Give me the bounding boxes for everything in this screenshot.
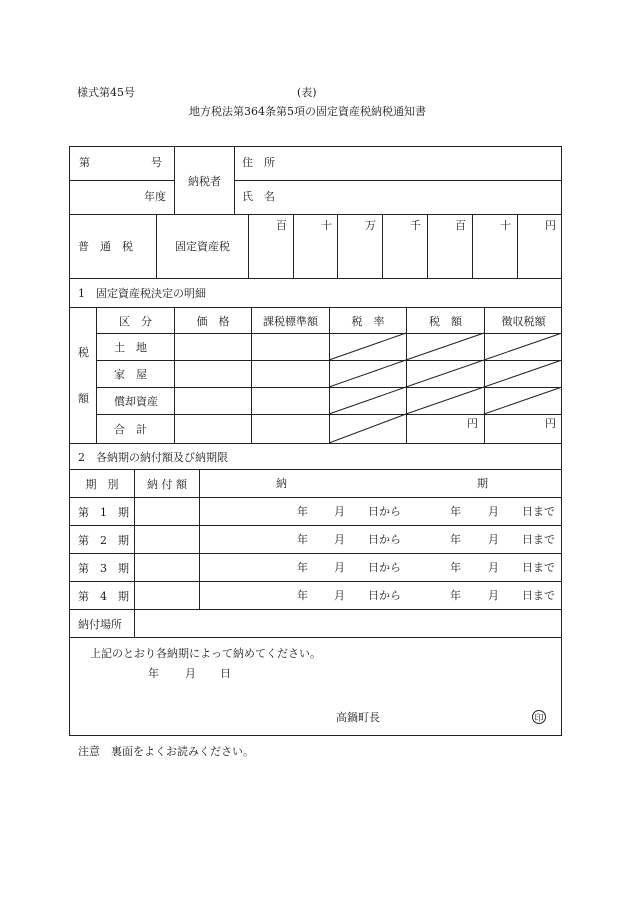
form-number: 様式第45号 [77, 86, 135, 99]
digit-unit: 十 [321, 219, 332, 232]
dai-label: 第 [79, 156, 90, 169]
yen-label: 円 [545, 417, 556, 430]
row-label: 合 計 [114, 423, 147, 436]
rule [69, 525, 562, 526]
rule [69, 581, 562, 582]
date-from-day: 日から [368, 589, 401, 602]
digit-unit: 千 [410, 219, 421, 232]
column-header: 課税標準額 [263, 314, 318, 328]
column-header: 税 率 [351, 314, 385, 328]
date-from-day: 日から [368, 533, 401, 546]
date-from-year: 年 [297, 589, 308, 602]
section2-heading: 2 各納期の納付額及び納期限 [78, 450, 228, 464]
col-deadline-part2: 期 [477, 477, 488, 490]
gaku-label: 額 [78, 392, 89, 405]
payment-place-label: 納付場所 [78, 617, 122, 631]
yen-label: 円 [467, 417, 478, 430]
period-label: 第 4 期 [78, 589, 129, 603]
date-from-month: 月 [334, 505, 345, 518]
date-to-year: 年 [450, 561, 461, 574]
date-from-month: 月 [334, 533, 345, 546]
date-to-day: 日まで [522, 505, 555, 518]
digit-unit: 百 [455, 219, 466, 232]
rule [69, 609, 562, 610]
nendo-label: 年度 [144, 190, 166, 203]
date-to-year: 年 [450, 589, 461, 602]
col-deadline-part1: 納 [276, 477, 287, 490]
document-title: 地方税法第364条第5項の固定資産税納税通知書 [189, 105, 426, 118]
date-from-year: 年 [297, 505, 308, 518]
period-label: 第 3 期 [78, 561, 129, 575]
issue-year: 年 [148, 667, 159, 680]
column-header: 区 分 [119, 314, 152, 328]
date-to-day: 日まで [522, 589, 555, 602]
date-from-month: 月 [334, 561, 345, 574]
official-seal: 印 [532, 710, 546, 724]
date-to-month: 月 [488, 533, 499, 546]
col-amount: 納 付 額 [147, 477, 187, 491]
go-label: 号 [151, 156, 162, 169]
date-to-year: 年 [450, 505, 461, 518]
zei-label: 税 [78, 346, 89, 359]
row-label: 土 地 [114, 341, 147, 354]
date-to-day: 日まで [522, 533, 555, 546]
column-header: 徴収税額 [501, 314, 546, 328]
date-to-month: 月 [488, 561, 499, 574]
rule [69, 497, 562, 498]
digit-unit: 円 [545, 219, 556, 232]
col-period: 期 別 [85, 477, 119, 491]
section1-heading: 1 固定資産税決定の明細 [78, 287, 206, 300]
rule [69, 553, 562, 554]
digit-unit: 万 [365, 219, 376, 232]
column-header: 価 格 [196, 314, 230, 328]
issue-day: 日 [220, 667, 231, 680]
date-to-day: 日まで [522, 561, 555, 574]
period-label: 第 1 期 [78, 505, 129, 519]
digit-unit: 百 [276, 219, 287, 232]
column-header: 税 額 [429, 314, 462, 328]
rule [199, 469, 200, 609]
date-from-month: 月 [334, 589, 345, 602]
period-label: 第 2 期 [78, 533, 129, 547]
mayor-title: 高鍋町長 [336, 711, 380, 724]
date-to-month: 月 [488, 589, 499, 602]
date-from-day: 日から [368, 505, 401, 518]
date-to-year: 年 [450, 533, 461, 546]
address-label: 住 所 [242, 156, 275, 169]
normal-tax-label: 普 通 税 [78, 240, 133, 253]
date-from-year: 年 [297, 533, 308, 546]
note: 注意 裏面をよくお読みください。 [78, 745, 254, 758]
pay-instruction: 上記のとおり各納期によって納めてください。 [90, 647, 321, 660]
date-from-day: 日から [368, 561, 401, 574]
front-side-label: (表) [297, 86, 317, 99]
date-from-year: 年 [297, 561, 308, 574]
name-label: 氏 名 [242, 190, 275, 203]
digit-unit: 十 [500, 219, 511, 232]
fixed-asset-tax-label: 固定資産税 [175, 240, 230, 253]
taxpayer-label: 納税者 [188, 174, 221, 188]
row-label: 償却資産 [114, 395, 158, 408]
issue-month: 月 [185, 667, 196, 680]
rule [69, 637, 562, 638]
row-label: 家 屋 [114, 368, 147, 381]
date-to-month: 月 [488, 505, 499, 518]
